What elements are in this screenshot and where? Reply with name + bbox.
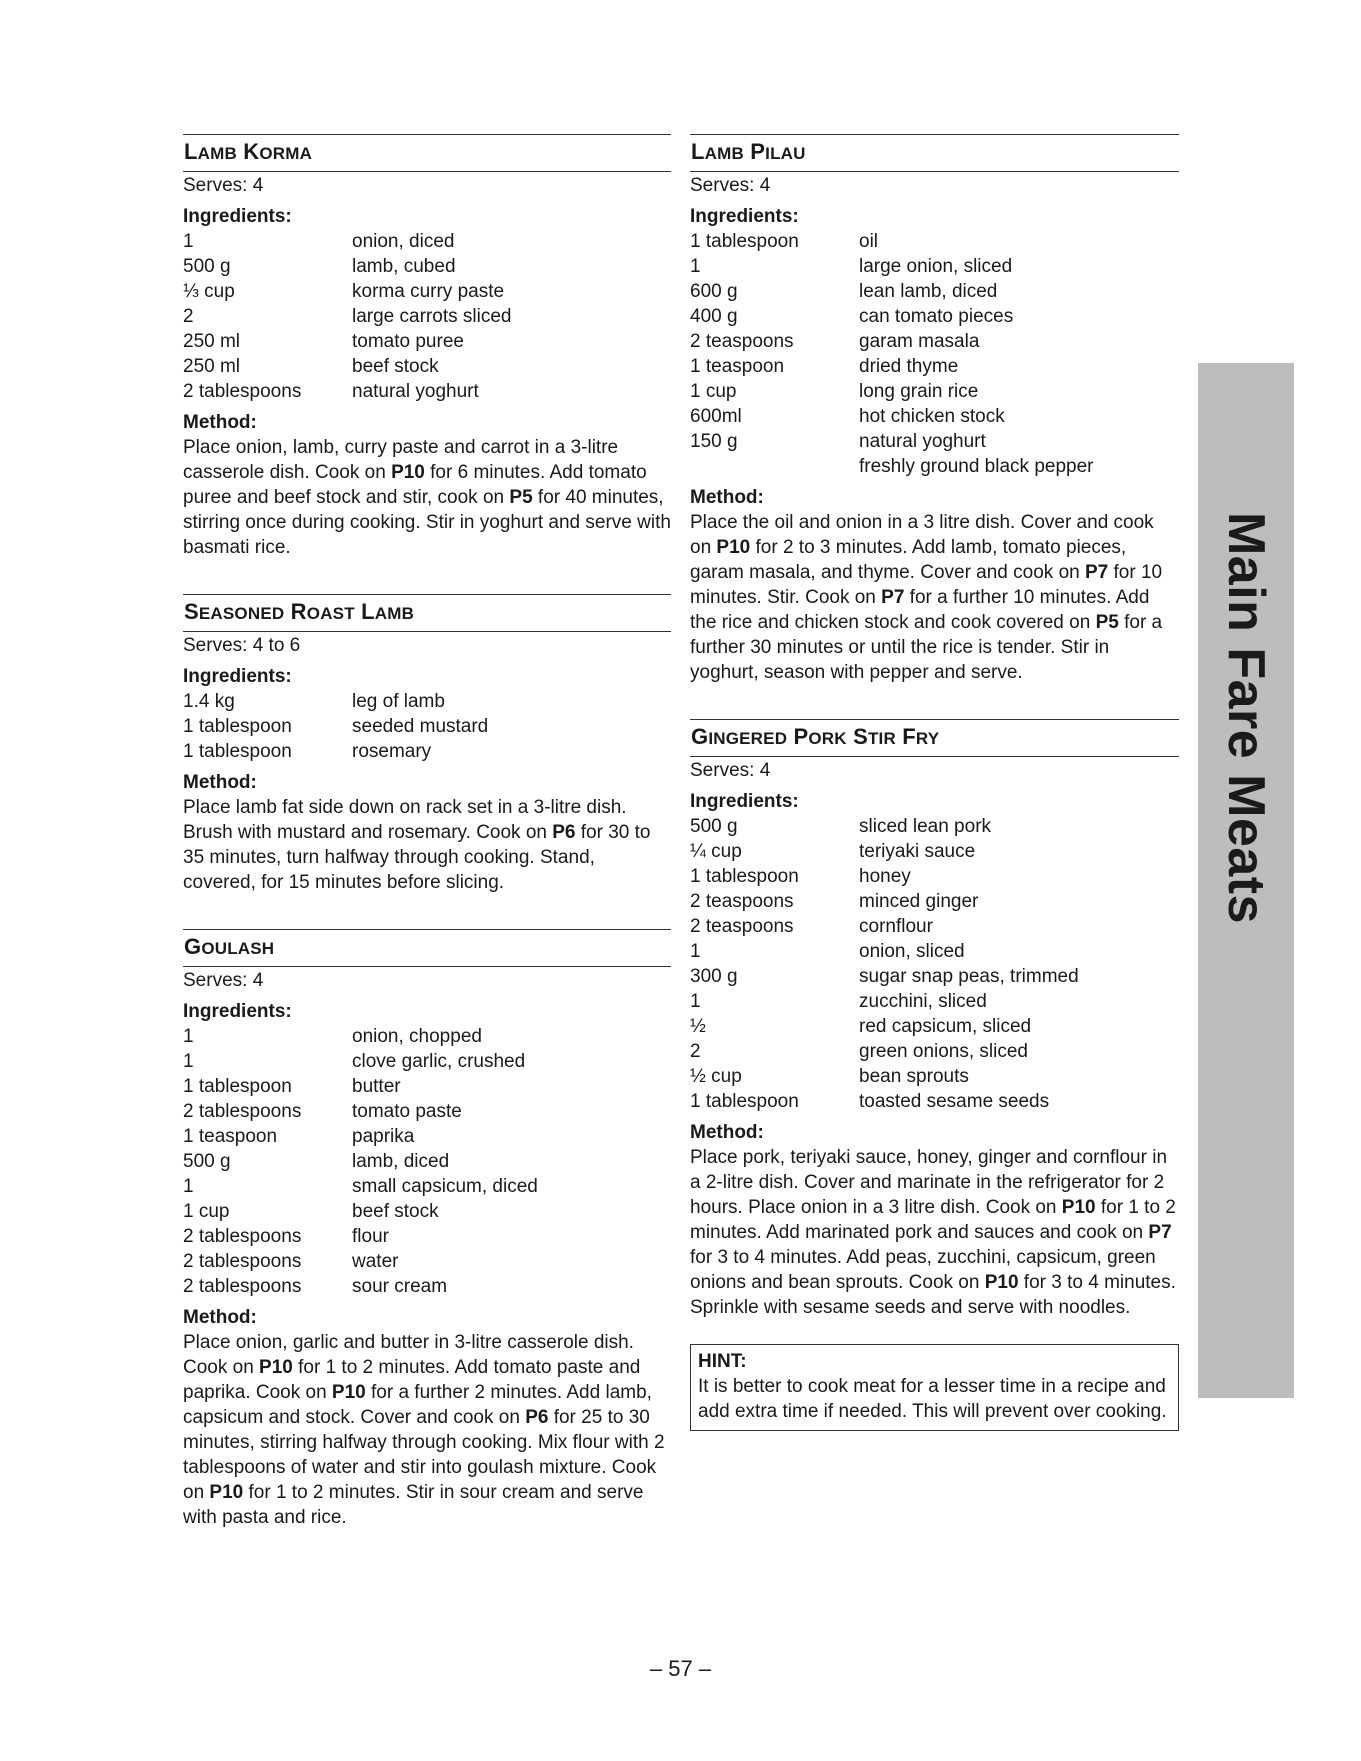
ingredient-row [183,304,671,329]
title-rest: AMB [197,144,237,163]
ingredient-item: natural yoghurt [859,431,986,452]
ingredient-qty: 2 teaspoons [690,891,794,912]
method-segment: for 40 minutes, stirring once during cooking. Stir in yoghurt and serve with basmati rice. [183,487,671,558]
ingredient-row [690,989,1179,1014]
ingredient-qty: 2 teaspoons [690,331,794,352]
title-rest: ILAU [765,144,806,163]
hint-box [690,1344,1179,1431]
ingredient-row [690,229,1179,254]
ingredient-item: water [352,1251,399,1272]
title-initial: L [184,139,198,164]
ingredient-qty: 1 [183,1176,194,1197]
title-initial: G [184,934,202,959]
title-rest: INGERED [708,729,788,748]
ingredient-qty: 1 cup [183,1201,230,1222]
method-segment: for 1 to 2 minutes. Stir in sour cream and serve with pasta and rice. [183,1482,644,1528]
ingredient-item: bean sprouts [859,1066,969,1087]
method-segment: for 3 to 4 minutes. Sprinkle with sesame seeds and serve with noodles. [690,1272,1176,1318]
ingredient-row [690,1064,1179,1089]
ingredient-row [690,814,1179,839]
ingredient-row [183,254,671,279]
ingredient-qty: 500 g [183,1151,231,1172]
ingredient-item: paprika [352,1126,415,1147]
power-level: P5 [509,487,533,508]
ingredient-row [183,1149,671,1174]
power-level: P10 [391,462,425,483]
title-initial: K [243,139,260,164]
ingredient-qty: 250 ml [183,331,241,352]
recipe-lamb-korma [183,134,671,560]
ingredient-item: hot chicken stock [859,406,1005,427]
power-level: P7 [1084,562,1109,583]
method-segment: Place lamb fat side down on rack set in a 3-litre dish. Brush with mustard and rosemary. Cook on [183,797,627,843]
ingredient-row [183,1074,671,1099]
ingredient-item: leg of lamb [352,691,445,712]
ingredient-row [690,914,1179,939]
title-rest: ORK [808,729,847,748]
title-initial: L [691,139,705,164]
ingredient-row [183,279,671,304]
power-level: P10 [331,1382,366,1403]
ingredient-row [690,304,1179,329]
recipe-title [183,594,671,632]
method-label: Method: [690,1122,764,1143]
ingredient-item: seeded mustard [352,716,489,737]
ingredient-row [690,964,1179,989]
ingredient-item: sugar snap peas, trimmed [859,966,1079,987]
power-level: P10 [716,537,751,558]
ingredient-item: large onion, sliced [859,256,1013,277]
method-segment: Place pork, teriyaki sauce, honey, ginger and cornflour in a 2-litre dish. Cover and marinate in the refrigerator for 2 hours. Place onion in a 3 litre dish. Cook on [690,1147,1168,1218]
ingredient-qty: 2 tablespoons [183,381,302,402]
method-segment: for 2 to 3 minutes. Add lamb, tomato pieces, garam masala, and thyme. Cover and cook on [690,537,1127,583]
ingredient-item: lamb, diced [352,1151,450,1172]
ingredient-row [183,379,671,404]
ingredient-qty: ⅓ cup [183,281,235,302]
ingredient-row [183,1274,671,1299]
method-label: Method: [183,772,257,793]
ingredient-row [183,689,671,714]
recipe-seasoned-roast-lamb [183,594,671,895]
ingredient-item: onion, diced [352,231,455,252]
ingredient-row [183,1049,671,1074]
ingredient-item: onion, chopped [352,1026,482,1047]
ingredient-item: teriyaki sauce [859,841,976,862]
method-text [183,435,671,560]
ingredients-label: Ingredients: [183,666,292,687]
ingredient-row [690,454,1179,479]
recipe-gingered-pork-stir-fry [690,719,1179,1431]
title-rest: AMB [374,604,415,623]
ingredient-list [183,689,671,764]
ingredient-qty: 2 tablespoons [183,1226,302,1247]
ingredient-qty: 600 g [690,281,738,302]
ingredient-row [690,379,1179,404]
title-initial: G [691,724,709,749]
ingredient-item: oil [859,231,879,252]
ingredient-row [690,839,1179,864]
ingredient-list [183,229,671,404]
ingredient-list [183,1024,671,1299]
method-segment: Place onion, lamb, curry paste and carrot in a 3-litre casserole dish. Cook on [183,437,619,483]
ingredient-item: large carrots sliced [352,306,512,327]
power-level: P7 [1148,1222,1172,1243]
ingredient-item: flour [352,1226,389,1247]
method-segment: for 1 to 2 minutes. Add tomato paste and paprika. Cook on [183,1357,641,1403]
ingredient-row [183,1199,671,1224]
ingredient-row [183,1249,671,1274]
power-level: P10 [1061,1197,1096,1218]
ingredient-qty: 1 tablespoon [690,231,799,252]
ingredient-item: natural yoghurt [352,381,479,402]
ingredient-item: freshly ground black pepper [859,456,1094,477]
ingredient-qty: ½ cup [690,1066,742,1087]
ingredient-qty: 1 tablespoon [183,741,292,762]
method-segment: for 30 to 35 minutes, turn halfway through cooking. Stand, covered, for 15 minutes before slicing. [183,822,651,893]
method-segment: for 1 to 2 minutes. Add marinated pork and sauces and cook on [690,1197,1176,1243]
ingredient-qty: 2 tablespoons [183,1251,302,1272]
method-segment: for a further 10 minutes. Add the rice and chicken stock and cook covered on [690,587,1150,633]
title-initial: S [853,724,868,749]
ingredient-item: rosemary [352,741,432,762]
serves: Serves: 4 [183,970,264,991]
ingredient-item: clove garlic, crushed [352,1051,526,1072]
power-level: P10 [259,1357,293,1378]
recipe-goulash [183,929,671,1530]
ingredient-item: zucchini, sliced [859,991,987,1012]
ingredient-row [183,739,671,764]
ingredient-row [183,1174,671,1199]
ingredient-row [690,404,1179,429]
method-label: Method: [690,487,764,508]
method-text [183,1330,671,1530]
ingredient-row [183,714,671,739]
ingredient-item: honey [859,866,911,887]
ingredient-item: red capsicum, sliced [859,1016,1032,1037]
recipe-title [690,719,1179,757]
ingredient-item: sour cream [352,1276,448,1297]
ingredient-qty: 1 tablespoon [690,866,799,887]
ingredients-label: Ingredients: [183,1001,292,1022]
recipe-lamb-pilau [690,134,1179,685]
method-segment: Place the oil and onion in a 3 litre dish. Cover and cook on [690,512,1154,558]
left-column [183,134,671,1564]
ingredient-qty: 500 g [183,256,231,277]
ingredients-label: Ingredients: [183,206,292,227]
ingredient-qty: 250 ml [183,356,241,377]
title-initial: P [793,724,809,749]
hint-label: HINT: [698,1351,747,1372]
method-segment: for 10 minutes. Stir. Cook on [690,562,1163,608]
ingredient-qty: ¼ cup [690,841,742,862]
power-level: P6 [552,822,576,843]
ingredient-item: long grain rice [859,381,979,402]
side-tab-label: Main Fare Meats [1217,511,1275,925]
title-initial: F [902,724,916,749]
ingredient-qty: 2 tablespoons [183,1101,302,1122]
ingredient-qty: 1 [183,1051,194,1072]
power-level: P7 [881,587,905,608]
serves: Serves: 4 to 6 [183,635,301,656]
ingredient-qty: 300 g [690,966,738,987]
ingredient-list [690,814,1179,1114]
title-initial: S [184,599,199,624]
page-number: – 57 – [649,1656,712,1681]
method-label: Method: [183,1307,257,1328]
ingredient-qty [690,454,859,479]
ingredient-qty: 1 tablespoon [183,1076,292,1097]
recipe-title [183,134,671,172]
ingredient-qty: 1 [690,991,701,1012]
title-rest: RY [915,729,940,748]
ingredient-item: cornflour [859,916,933,937]
ingredient-qty: 1 [690,941,701,962]
title-rest: OULASH [201,939,275,958]
title-rest: TIR [867,729,896,748]
ingredient-qty: 1 teaspoon [690,356,785,377]
ingredient-item: butter [352,1076,401,1097]
method-segment: for a further 30 minutes or until the rice is tender. Stir in yoghurt, season with pepper and serve. [690,612,1163,683]
ingredient-qty: 2 [183,306,194,327]
method-segment: Place onion, garlic and butter in 3-litre casserole dish. Cook on [183,1332,634,1378]
ingredient-qty: 1 [183,231,194,252]
ingredient-item: tomato puree [352,331,464,352]
hint-text: It is better to cook meat for a lesser time in a recipe and add extra time if needed. This will prevent over cooking. [698,1376,1167,1422]
section-side-tab [1198,363,1294,1398]
ingredient-item: dried thyme [859,356,959,377]
ingredient-row [183,1224,671,1249]
ingredient-row [183,354,671,379]
title-rest: OAST [306,604,355,623]
ingredient-row [690,1089,1179,1114]
ingredient-item: onion, sliced [859,941,965,962]
ingredient-item: korma curry paste [352,281,505,302]
ingredient-row [183,229,671,254]
ingredient-row [690,329,1179,354]
power-level: P5 [1095,612,1119,633]
ingredient-item: lean lamb, diced [859,281,998,302]
serves: Serves: 4 [183,175,264,196]
title-initial: L [361,599,375,624]
ingredient-item: beef stock [352,356,439,377]
power-level: P10 [984,1272,1019,1293]
method-text [183,795,671,895]
ingredient-qty: 600ml [690,406,742,427]
ingredient-qty: 1 teaspoon [183,1126,278,1147]
ingredient-item: can tomato pieces [859,306,1014,327]
ingredient-item: minced ginger [859,891,979,912]
ingredient-row [690,354,1179,379]
ingredient-qty: 1 cup [690,381,737,402]
ingredient-qty: 500 g [690,816,738,837]
title-rest: ORMA [259,144,313,163]
ingredient-qty: 1 [690,256,701,277]
power-level: P6 [525,1407,549,1428]
serves: Serves: 4 [690,760,771,781]
ingredients-label: Ingredients: [690,791,799,812]
ingredient-item: lamb, cubed [352,256,456,277]
method-text [690,1145,1179,1320]
ingredient-qty: 1 tablespoon [183,716,292,737]
ingredient-qty: 1.4 kg [183,691,235,712]
title-initial: P [750,139,766,164]
ingredient-qty: 1 tablespoon [690,1091,799,1112]
ingredient-item: beef stock [352,1201,439,1222]
ingredient-qty: 1 [183,1026,194,1047]
ingredients-label: Ingredients: [690,206,799,227]
ingredient-row [690,1039,1179,1064]
method-segment: for a further 2 minutes. Add lamb, capsicum and stock. Cover and cook on [183,1382,652,1428]
ingredient-row [183,1124,671,1149]
method-segment: for 25 to 30 minutes, stirring halfway through cooking. Mix flour with 2 tablespoons of water and stir into goulash mixture. Cook on [183,1407,665,1503]
ingredient-row [183,1024,671,1049]
ingredient-row [690,279,1179,304]
title-rest: AMB [704,144,744,163]
ingredient-qty: 2 teaspoons [690,916,794,937]
ingredient-qty: ½ [690,1016,706,1037]
method-label: Method: [183,412,257,433]
ingredient-list [690,229,1179,479]
ingredient-item: green onions, sliced [859,1041,1028,1062]
ingredient-qty: 150 g [690,431,738,452]
title-initial: R [290,599,307,624]
ingredient-qty: 2 [690,1041,701,1062]
serves: Serves: 4 [690,175,771,196]
ingredient-row [690,254,1179,279]
ingredient-qty: 400 g [690,306,738,327]
ingredient-qty: 2 tablespoons [183,1276,302,1297]
ingredient-row [690,864,1179,889]
ingredient-item: small capsicum, diced [352,1176,538,1197]
recipe-title [690,134,1179,172]
method-segment: for 3 to 4 minutes. Add peas, zucchini, capsicum, green onions and bean sprouts. Cook on [690,1247,1156,1293]
power-level: P10 [209,1482,244,1503]
ingredient-row [690,889,1179,914]
title-rest: EASONED [198,604,285,623]
ingredient-item: toasted sesame seeds [859,1091,1050,1112]
ingredient-row [183,1099,671,1124]
right-column [690,134,1179,1465]
method-text [690,510,1179,685]
ingredient-row [690,429,1179,454]
ingredient-row [690,1014,1179,1039]
method-segment: for 6 minutes. Add tomato puree and beef stock and stir, cook on [183,462,647,508]
ingredient-row [690,939,1179,964]
ingredient-item: sliced lean pork [859,816,992,837]
ingredient-row [183,329,671,354]
recipe-title [183,929,671,967]
ingredient-item: tomato paste [352,1101,462,1122]
ingredient-item: garam masala [859,331,980,352]
